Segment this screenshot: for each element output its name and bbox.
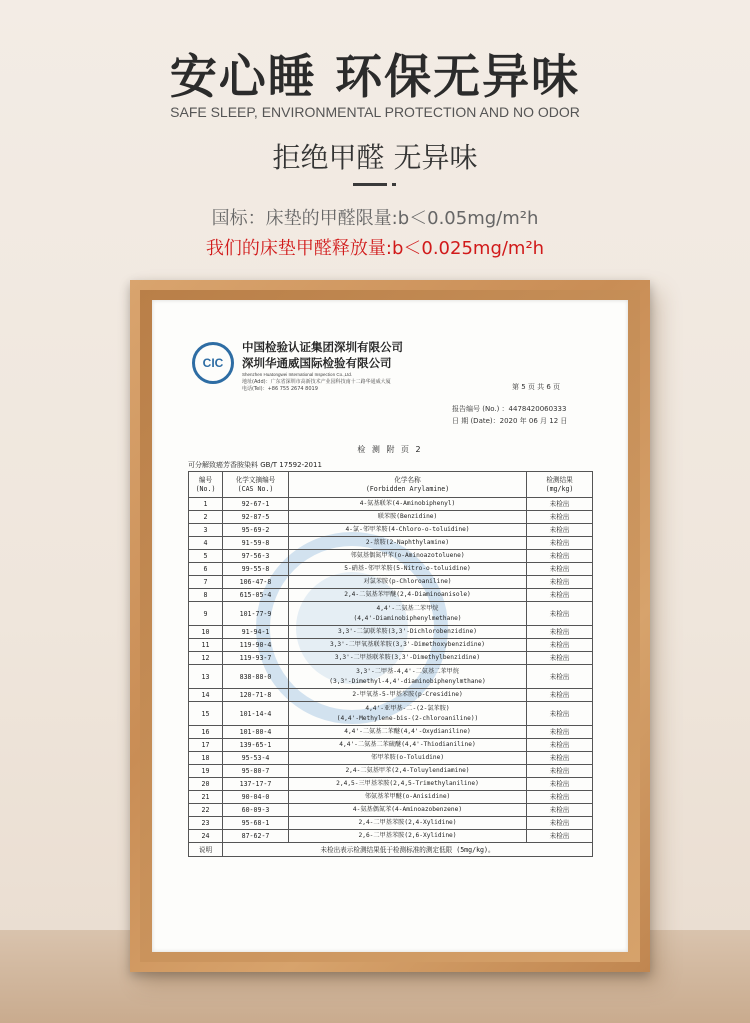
cell-result: 未检出 [527,639,593,652]
cell-cas: 90-04-0 [223,791,289,804]
report-date: 日 期 (Date)：2020 年 06 月 12 日 [452,417,568,425]
table-row [189,665,593,689]
table-row [189,537,593,550]
table-row [189,511,593,524]
cell-result: 未检出 [527,804,593,817]
page-number: 第 5 页 共 6 页 [512,383,561,391]
cell-no: 17 [189,739,223,752]
table-row [189,804,593,817]
cell-name: 邻甲苯胺(o-Toluidine) [289,752,527,765]
table-row [189,498,593,511]
cell-no: 21 [189,791,223,804]
cell-cas: 95-53-4 [223,752,289,765]
cell-cas: 92-87-5 [223,511,289,524]
cell-cas: 106-47-8 [223,576,289,589]
table-row [189,652,593,665]
org-name-line1: 中国检验认证集团深圳有限公司 [242,340,403,354]
cell-cas: 91-94-1 [223,626,289,639]
report-number: 报告编号 (No.) ：4478420060333 [452,405,567,413]
cell-no: 1 [189,498,223,511]
cell-cas: 838-88-0 [223,665,289,689]
header-no: 编号 (No.) [189,472,223,498]
cell-no: 6 [189,563,223,576]
cell-cas: 119-93-7 [223,652,289,665]
cell-cas: 139-65-1 [223,739,289,752]
cell-no: 14 [189,689,223,702]
cell-result: 未检出 [527,739,593,752]
cell-no: 23 [189,817,223,830]
cell-result: 未检出 [527,524,593,537]
cic-logo-icon [192,342,234,384]
our-standard-text: 我们的床垫甲醛释放量:b＜0.025mg/m²h [205,238,545,259]
cell-result: 未检出 [527,765,593,778]
cell-cas: 97-56-3 [223,550,289,563]
cell-name: 3,3'-二甲基联苯胺(3,3'-Dimethylbenzidine) [289,652,527,665]
cell-name: 4,4'-亚甲基-二-(2-氯苯胺) (4,4'-Methylene-bis-(2-chloroaniline)) [289,702,527,726]
english-subtitle: SAFE SLEEP, ENVIRONMENTAL PROTECTION AND NO ODOR [170,104,580,120]
cell-cas: 120-71-8 [223,689,289,702]
cell-result: 未检出 [527,830,593,843]
header-cas: 化学文摘编号 (CAS No.) [223,472,289,498]
table-header-row [189,472,593,498]
cell-result: 未检出 [527,726,593,739]
cell-cas: 137-17-7 [223,778,289,791]
cell-no: 4 [189,537,223,550]
table-row [189,563,593,576]
table-row [189,739,593,752]
org-telephone: 电话(Tel)：+86 755 2674 8019 [242,386,318,392]
arylamine-results-table [188,471,593,857]
cell-name: 2,4-二甲基苯胺(2,4-Xylidine) [289,817,527,830]
divider-dot [392,183,396,186]
cell-no: 13 [189,665,223,689]
cell-result: 未检出 [527,702,593,726]
cell-cas: 99-55-8 [223,563,289,576]
org-name-english: Shenzhen Huatongwei International Inspection Co.,Ltd. [242,372,353,377]
cell-name: 4,4'-二氨基二苯醚(4,4'-Oxydianiline) [289,726,527,739]
cell-name: 2,4-二氨基甲苯(2,4-Toluylendiamine) [289,765,527,778]
national-standard-text: 国标：床垫的甲醛限量:b＜0.05mg/m²h [211,208,539,229]
cell-no: 12 [189,652,223,665]
cell-no: 10 [189,626,223,639]
table-row [189,639,593,652]
cell-cas: 101-14-4 [223,702,289,726]
note-label: 说明 [189,843,223,857]
table-row [189,626,593,639]
cell-name: 3,3'-二甲氧基联苯胺(3,3'-Dimethoxybenzidine) [289,639,527,652]
attachment-title: 检 测 附 页 2 [357,445,423,454]
note-row [189,843,593,857]
cell-cas: 92-67-1 [223,498,289,511]
cell-result: 未检出 [527,665,593,689]
table-row [189,778,593,791]
cell-name: 对氯苯胺(p-Chloroaniline) [289,576,527,589]
cell-name: 联苯胺(Benzidine) [289,511,527,524]
cell-cas: 119-90-4 [223,639,289,652]
cell-name: 4-氯-邻甲苯胺(4-Chloro-o-toluidine) [289,524,527,537]
cell-cas: 615-05-4 [223,589,289,602]
table-row [189,765,593,778]
cell-name: 2,6-二甲基苯胺(2,6-Xylidine) [289,830,527,843]
cell-cas: 95-69-2 [223,524,289,537]
cell-no: 16 [189,726,223,739]
table-row [189,550,593,563]
cell-name: 邻氨基苯甲醚(o-Anisidine) [289,791,527,804]
table-row [189,726,593,739]
cell-no: 20 [189,778,223,791]
cell-name: 2,4-二氨基苯甲醚(2,4-Diaminoanisole) [289,589,527,602]
cell-no: 9 [189,602,223,626]
table-row [189,602,593,626]
header-result: 检测结果 (mg/kg) [527,472,593,498]
org-name-line2: 深圳华通威国际检验有限公司 [242,356,392,370]
cell-no: 8 [189,589,223,602]
cell-name: 3,3'-二甲基-4,4'-二氨基二苯甲烷 (3,3'-Dimethyl-4,4'-diaminobiphenylmthane) [289,665,527,689]
page-title: 安心睡 环保无异味 [169,50,581,105]
cell-result: 未检出 [527,563,593,576]
cell-no: 18 [189,752,223,765]
cell-cas: 95-68-1 [223,817,289,830]
table-row [189,524,593,537]
cell-name: 邻氨基偶氮甲苯(o-Aminoazotoluene) [289,550,527,563]
cell-no: 3 [189,524,223,537]
cell-result: 未检出 [527,791,593,804]
cell-cas: 91-59-8 [223,537,289,550]
cell-result: 未检出 [527,511,593,524]
logo-text: CIC [202,356,224,370]
cell-no: 2 [189,511,223,524]
cell-result: 未检出 [527,778,593,791]
cell-cas: 95-80-7 [223,765,289,778]
cell-name: 2,4,5-三甲基苯胺(2,4,5-Trimethylaniline) [289,778,527,791]
cell-cas: 60-09-3 [223,804,289,817]
cell-name: 4,4'-二氨基二苯甲烷 (4,4'-Diaminobiphenylmethane) [289,602,527,626]
cell-result: 未检出 [527,537,593,550]
cell-no: 11 [189,639,223,652]
cell-result: 未检出 [527,626,593,639]
table-row [189,817,593,830]
cell-no: 5 [189,550,223,563]
cell-name: 4,4'-二氨基二苯硫醚(4,4'-Thiodianiline) [289,739,527,752]
section-subtitle: 拒绝甲醛 无异味 [272,141,478,174]
header-chemical-name: 化学名称 (Forbidden Arylamine) [289,472,527,498]
cell-cas: 101-77-9 [223,602,289,626]
cell-result: 未检出 [527,550,593,563]
cell-result: 未检出 [527,817,593,830]
org-address: 地址(Add)：广东省深圳市高新技术产业园科技南十二路华通威大厦 [242,379,391,385]
cell-name: 4-氨基联苯(4-Aminobiphenyl) [289,498,527,511]
cell-name: 2-甲氧基-5-甲基苯胺(p-Cresidine) [289,689,527,702]
table-row [189,791,593,804]
table-row [189,689,593,702]
table-row [189,830,593,843]
cell-result: 未检出 [527,498,593,511]
cell-name: 4-氨基偶氮苯(4-Aminoazobenzene) [289,804,527,817]
test-standard-line: 可分解致癌芳香胺染料 GB/T 17592-2011 [188,461,322,469]
cell-result: 未检出 [527,689,593,702]
cell-cas: 101-80-4 [223,726,289,739]
table-row [189,589,593,602]
cell-result: 未检出 [527,589,593,602]
table-row [189,702,593,726]
cell-result: 未检出 [527,602,593,626]
test-report-document [152,300,628,952]
cell-result: 未检出 [527,652,593,665]
cell-no: 22 [189,804,223,817]
table-row [189,576,593,589]
cell-name: 2-萘胺(2-Naphthylamine) [289,537,527,550]
cell-no: 15 [189,702,223,726]
table-row [189,752,593,765]
cell-no: 24 [189,830,223,843]
cell-no: 19 [189,765,223,778]
cell-result: 未检出 [527,752,593,765]
cell-name: 3,3'-二氯联苯胺(3,3'-Dichlorobenzidine) [289,626,527,639]
cell-name: 5-硝基-邻甲苯胺(5-Nitro-o-toluidine) [289,563,527,576]
cell-cas: 87-62-7 [223,830,289,843]
cell-result: 未检出 [527,576,593,589]
divider-line [353,183,387,186]
note-text: 未检出表示检测结果低于检测标准的测定低限 (5mg/kg)。 [223,843,593,857]
cell-no: 7 [189,576,223,589]
